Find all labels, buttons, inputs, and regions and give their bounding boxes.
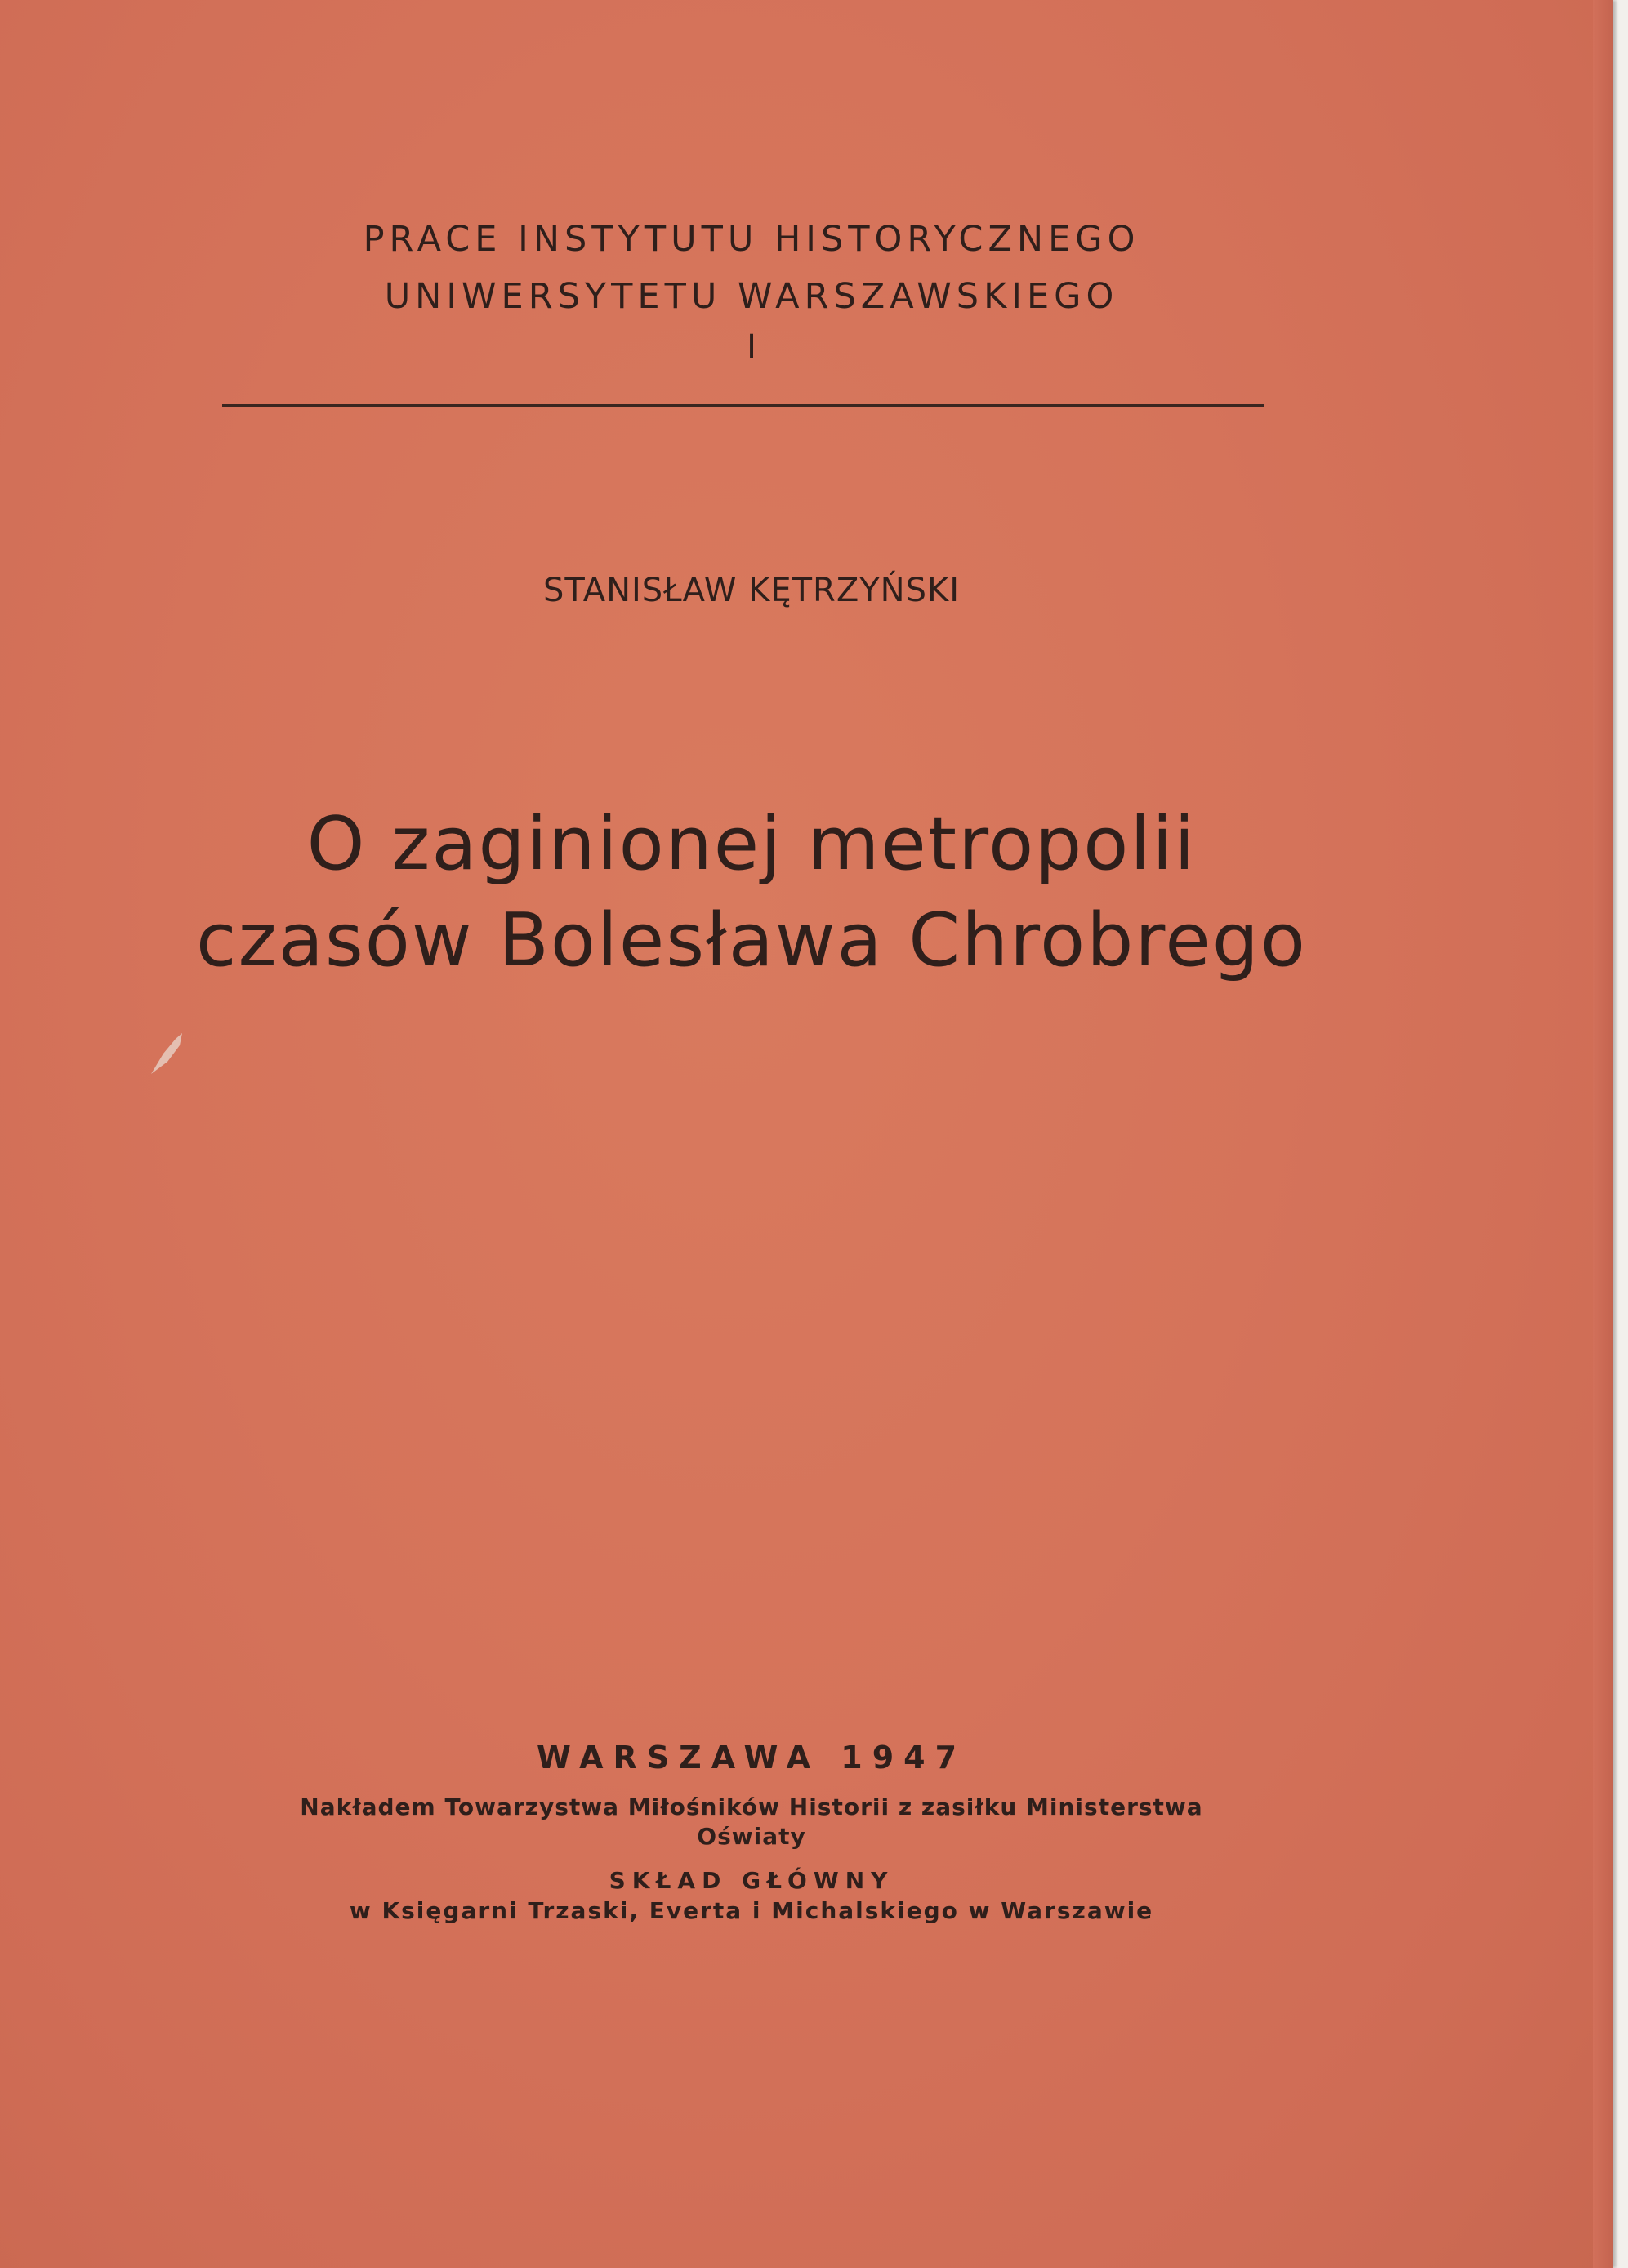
divider-rule [222, 404, 1264, 407]
depot-label: SKŁAD GŁÓWNY [609, 1867, 894, 1894]
publisher-note [163, 1793, 1340, 1851]
title-line-2: czasów Bolesława Chrobrego [196, 898, 1307, 983]
cover-edge [1593, 0, 1613, 2268]
series-title [167, 211, 1336, 325]
author-name: STANISŁAW KĘTRZYŃSKI [542, 572, 961, 609]
paper-scuff [143, 1029, 192, 1078]
book-title [167, 796, 1336, 989]
publisher-line-1: Nakładem Towarzystwa Miłośników Historii z zasiłku Ministerstwa [300, 1793, 1203, 1820]
title-line-1: O zaginionej metropolii [306, 801, 1197, 887]
publisher-line-2: Oświaty [697, 1823, 806, 1850]
series-line-1: PRACE INSTYTUTU HISTORYCZNEGO [363, 219, 1140, 260]
depot-address: w Księgarni Trzaski, Everta i Michalskiego w Warszawie [349, 1897, 1154, 1924]
imprint-city-year: WARSZAWA 1947 [536, 1740, 967, 1776]
series-number: I [747, 328, 756, 366]
series-line-2: UNIWERSYTETU WARSZAWSKIEGO [384, 276, 1119, 317]
